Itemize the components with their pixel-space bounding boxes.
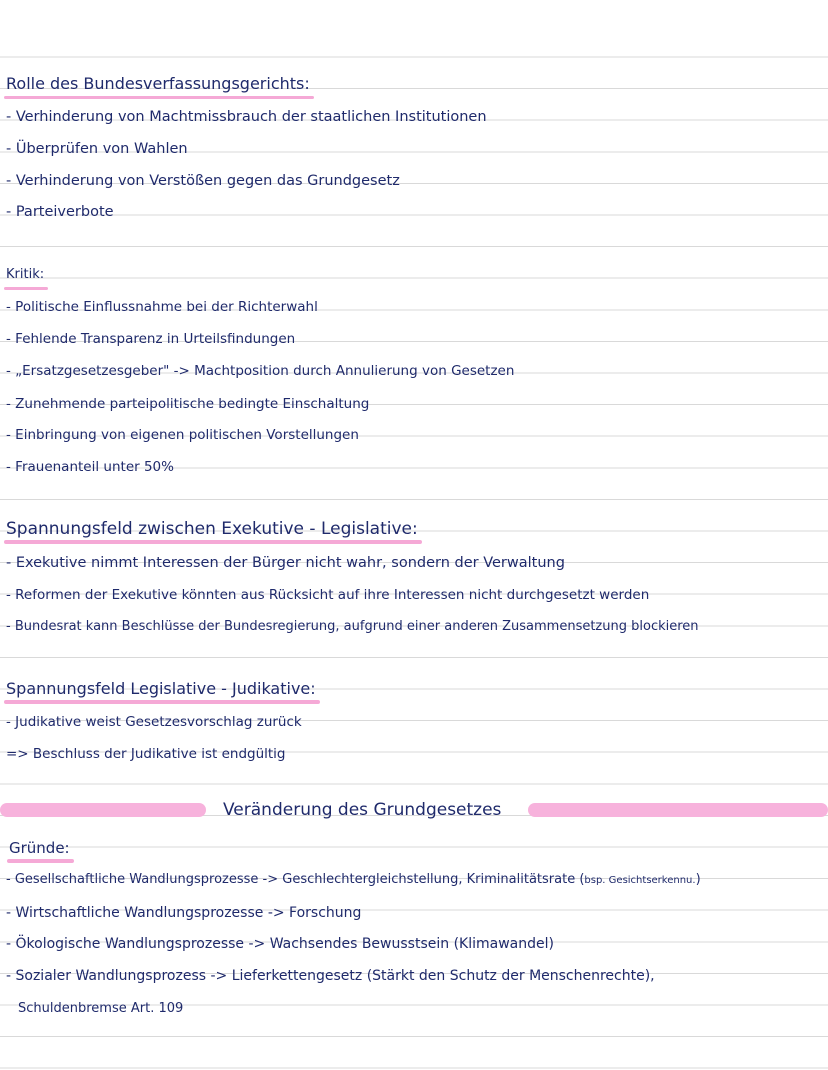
heading-kritik: Kritik:: [6, 265, 44, 287]
list-item: - Einbringung von eigenen politischen Vorstellungen: [6, 427, 359, 443]
list-item: - Wirtschaftliche Wandlungsprozesse -> Forschung: [6, 905, 362, 921]
list-item: - Verhinderung von Verstößen gegen das Grundgesetz: [6, 173, 400, 189]
list-item: - Sozialer Wandlungsprozess -> Lieferkettengesetz (Stärkt den Schutz der Menschenrechte),: [6, 968, 655, 984]
list-item: - Fehlende Transparenz in Urteilsfindungen: [6, 331, 296, 347]
list-item: - Exekutive nimmt Interessen der Bürger nicht wahr, sondern der Verwaltung: [6, 555, 565, 571]
list-item: - Politische Einflussnahme bei der Richterwahl: [6, 299, 318, 315]
list-item: - „Ersatzgesetzesgeber" -> Machtposition durch Annulierung von Gesetzen: [6, 363, 515, 379]
list-item: - Verhinderung von Machtmissbrauch der staatlichen Institutionen: [6, 109, 487, 125]
heading-spannungsfeld-judikative: Spannungsfeld Legislative - Judikative:: [6, 679, 316, 701]
list-item-close: ): [695, 872, 701, 887]
highlight-bar-left: [0, 803, 206, 817]
list-item: - Reformen der Exekutive könnten aus Rücksicht auf ihre Interessen nicht durchgesetzt werden: [6, 587, 650, 603]
list-item-note: bsp. Gesichtserkennu.: [584, 875, 696, 886]
list-item: - Parteiverbote: [6, 204, 114, 220]
heading-spannungsfeld-exekutive: Spannungsfeld zwischen Exekutive - Legislative:: [6, 519, 418, 539]
list-item: => Beschluss der Judikative ist endgültig: [6, 746, 286, 762]
list-item: - Ökologische Wandlungsprozesse -> Wachsendes Bewusstsein (Klimawandel): [6, 936, 554, 952]
list-item: - Bundesrat kann Beschlüsse der Bundesregierung, aufgrund einer anderen Zusammensetzung blockieren: [6, 619, 699, 634]
list-item: - Überprüfen von Wahlen: [6, 141, 188, 157]
list-item: - Judikative weist Gesetzesvorschlag zurück: [6, 714, 302, 730]
heading-gruende: Gründe:: [9, 838, 70, 860]
list-item-text: - Gesellschaftliche Wandlungsprozesse -> Geschlechtergleichstellung, Kriminalitätsrate (: [6, 872, 585, 887]
list-item: - Zunehmende parteipolitische bedingte Einschaltung: [6, 396, 370, 412]
heading-rolle: Rolle des Bundesverfassungsgerichts:: [6, 74, 310, 96]
section-title-text: Veränderung des Grundgesetzes: [223, 800, 502, 820]
highlight-bar-right: [528, 803, 828, 817]
list-item: - Frauenanteil unter 50%: [6, 459, 174, 475]
list-item: [6, 870, 701, 891]
section-title-grundgesetz: [0, 797, 828, 825]
list-item-continuation: Schuldenbremse Art. 109: [18, 1001, 184, 1016]
